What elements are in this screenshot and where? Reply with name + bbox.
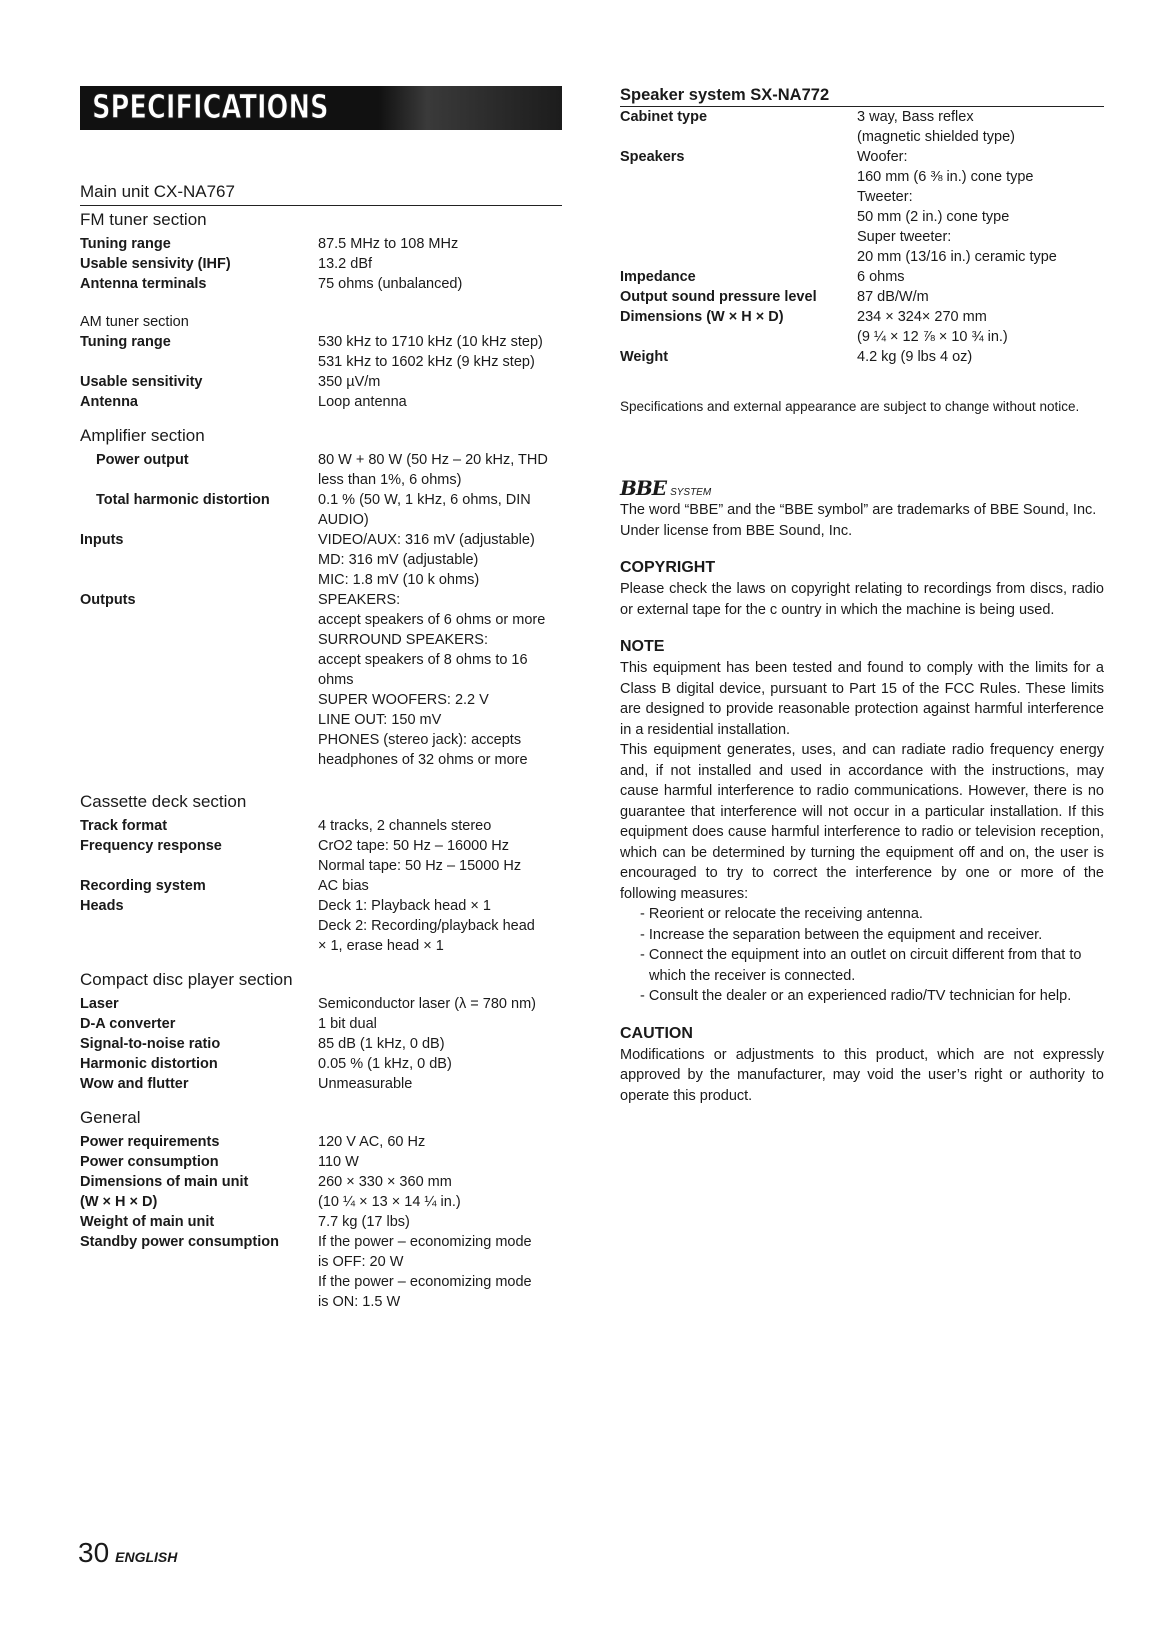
spec-key: Laser (80, 996, 119, 1012)
spec-row (80, 234, 562, 254)
bbe-logo (620, 476, 1104, 500)
spec-key: Speakers (620, 149, 685, 165)
measures-list (620, 904, 1104, 1007)
spec-value: 0.05 % (1 kHz, 0 dB) (318, 1056, 452, 1072)
spec-value: 530 kHz to 1710 kHz (10 kHz step) 531 kHz to 1602 kHz (9 kHz step) (318, 334, 543, 370)
spec-key: Tuning range (80, 236, 171, 252)
spec-row (80, 530, 562, 590)
spec-key: Antenna (80, 394, 138, 410)
spec-row (80, 450, 562, 490)
spec-value: Unmeasurable (318, 1076, 413, 1092)
spec-value: 85 dB (1 kHz, 0 dB) (318, 1036, 445, 1052)
spec-key: Outputs (80, 592, 136, 608)
spec-row (80, 392, 562, 412)
spec-row (80, 490, 562, 530)
spec-row (80, 836, 562, 876)
fm-section-title: FM tuner section (80, 210, 207, 229)
spec-key: Dimensions (W × H × D) (620, 309, 784, 325)
spec-row (80, 994, 562, 1014)
speaker-system-title: Speaker system SX-NA772 (620, 86, 1104, 107)
spec-row (80, 590, 562, 770)
general-section-title: General (80, 1108, 141, 1127)
banner-title: SPECIFICATIONS (92, 87, 329, 126)
spec-value: AC bias (318, 878, 369, 894)
spec-row (80, 1074, 562, 1094)
main-unit-title: Main unit CX-NA767 (80, 182, 562, 206)
am-section-title-row (80, 312, 562, 332)
spec-value: Deck 1: Playback head × 1 Deck 2: Recording/playback head × 1, erase head × 1 (318, 898, 535, 954)
general-spec-list (80, 1132, 562, 1312)
page-number: 30 (78, 1537, 110, 1568)
spec-value: 7.7 kg (17 lbs) (318, 1214, 410, 1230)
speaker-spec-list (620, 107, 1104, 367)
spec-value: 3 way, Bass reflex (magnetic shielded type) (857, 109, 1015, 145)
cd-section-title: Compact disc player section (80, 970, 293, 989)
spec-value: 87.5 MHz to 108 MHz (318, 236, 459, 252)
spec-row (620, 307, 1104, 347)
bbe-trademark-text: The word “BBE” and the “BBE symbol” are trademarks of BBE Sound, Inc. (620, 502, 1097, 518)
spec-key: Harmonic distortion (80, 1056, 218, 1072)
left-column (80, 86, 562, 1312)
spec-key: Total harmonic distortion (96, 492, 270, 508)
note-text-1: This equipment has been tested and found to comply with the limits for a Class B digital device, pursuant to Part 15 of the FCC Rules. These limits are designed to provide reasonable protection against harmful interference in a residential installation. (620, 660, 1104, 738)
spec-row (620, 267, 1104, 287)
spec-row (620, 347, 1104, 367)
spec-row (80, 1232, 562, 1312)
spec-key: Power consumption (80, 1154, 219, 1170)
am-spec-list (80, 332, 562, 412)
spec-key: Output sound pressure level (620, 289, 817, 305)
fm-spec-list (80, 234, 562, 294)
spec-key: Weight (620, 349, 669, 365)
spec-key: Dimensions of main unit (W × H × D) (80, 1174, 249, 1210)
bbe-logo-mark: BBE (620, 476, 667, 500)
list-item: - Reorient or relocate the receiving antenna. (640, 906, 923, 922)
spec-value: 87 dB/W/m (857, 289, 929, 305)
spec-value: 80 W + 80 W (50 Hz – 20 kHz, THD less than 1%, 6 ohms) (318, 452, 548, 488)
spec-row (80, 1132, 562, 1152)
spec-row (80, 876, 562, 896)
list-item: - Connect the equipment into an outlet on circuit different from that to which the receiver is connected. (640, 947, 1082, 984)
spec-key: Usable sensivity (IHF) (80, 256, 231, 272)
spec-value: SPEAKERS: accept speakers of 6 ohms or more SURROUND SPEAKERS: accept speakers of 8 ohms to 16 ohms SUPER WOOFERS: 2.2 V LINE OUT: 150 mV PHONES (stereo jack): accepts headphones of 32 ohms or more (318, 592, 546, 768)
spec-value: If the power – economizing mode is OFF: 20 W If the power – economizing mode is ON: 1.5 W (318, 1234, 532, 1310)
caution-heading: CAUTION (620, 1024, 693, 1042)
spec-value: 13.2 dBf (318, 256, 373, 272)
cassette-section-title: Cassette deck section (80, 792, 247, 811)
spec-key: Impedance (620, 269, 696, 285)
spec-row (80, 254, 562, 274)
cd-spec-list (80, 994, 562, 1094)
spec-value: 0.1 % (50 W, 1 kHz, 6 ohms, DIN AUDIO) (318, 492, 531, 528)
spec-value: CrO2 tape: 50 Hz – 16000 Hz Normal tape: 50 Hz – 15000 Hz (318, 838, 522, 874)
spec-row (80, 1014, 562, 1034)
spec-row (80, 1152, 562, 1172)
spec-value: Semiconductor laser (λ = 780 nm) (318, 996, 536, 1012)
spec-value: 1 bit dual (318, 1016, 377, 1032)
cassette-spec-list (80, 816, 562, 956)
spec-value: Loop antenna (318, 394, 407, 410)
note-text-2: This equipment generates, uses, and can radiate radio frequency energy and, if not installed and used in accordance with the instructions, may cause harmful interference to radio communications. However, there is no guarantee that interference will not occur in a particular installation. If this equipment does cause harmful interference to radio or television reception, which can be determined by turning the equipment off and on, the user is encouraged to try to correct the interference by one or more of the following measures: (620, 742, 1104, 902)
note-heading: NOTE (620, 638, 665, 655)
list-item: - Increase the separation between the equipment and receiver. (640, 926, 1043, 943)
spec-key: Track format (80, 818, 168, 834)
spec-key: Power output (96, 452, 189, 468)
am-section-title: AM tuner section (80, 314, 189, 330)
spec-key: Cabinet type (620, 109, 708, 125)
page-language: ENGLISH (115, 1549, 178, 1565)
spec-row (80, 274, 562, 294)
spec-value: 350 µV/m (318, 374, 381, 390)
spec-row (80, 896, 562, 956)
spec-key: Usable sensitivity (80, 374, 203, 390)
spec-value: 110 W (318, 1154, 359, 1170)
spec-key: Power requirements (80, 1134, 220, 1150)
spec-value: 4 tracks, 2 channels stereo (318, 818, 492, 834)
spec-value: 75 ohms (unbalanced) (318, 276, 463, 292)
bbe-license-text: Under license from BBE Sound, Inc. (620, 522, 853, 539)
specifications-notice: Specifications and external appearance are subject to change without notice. (620, 399, 1080, 414)
list-item: - Consult the dealer or an experienced radio/TV technician for help. (640, 988, 1072, 1004)
specifications-banner (80, 86, 562, 130)
amplifier-section-title: Amplifier section (80, 426, 205, 445)
spec-value: 234 × 324× 270 mm (9 ¼ × 12 ⅞ × 10 ¾ in.) (857, 309, 1008, 345)
spec-key: Standby power consumption (80, 1234, 279, 1250)
spec-key: Wow and flutter (80, 1076, 189, 1092)
spec-row (80, 1054, 562, 1074)
amplifier-spec-list (80, 450, 562, 770)
spec-row (80, 1034, 562, 1054)
spec-key: D-A converter (80, 1016, 176, 1032)
spec-row (620, 107, 1104, 147)
spec-key: Tuning range (80, 334, 171, 350)
caution-text: Modifications or adjustments to this product, which are not expressly approved by the manufacturer, may void the user’s right or authority to operate this product. (620, 1046, 1104, 1104)
spec-row (80, 816, 562, 836)
spec-value: VIDEO/AUX: 316 mV (adjustable) MD: 316 mV (adjustable) MIC: 1.8 mV (10 k ohms) (318, 532, 535, 588)
spec-key: Heads (80, 898, 124, 914)
spec-row (80, 1212, 562, 1232)
right-column (620, 86, 1104, 1106)
spec-value: 6 ohms (857, 269, 905, 285)
spec-value: 4.2 kg (9 lbs 4 oz) (857, 349, 973, 365)
spec-key: Signal-to-noise ratio (80, 1036, 221, 1052)
spec-key: Weight of main unit (80, 1214, 215, 1230)
copyright-heading: COPYRIGHT (620, 559, 716, 576)
spec-key: Recording system (80, 878, 206, 894)
bbe-logo-subtitle: SYSTEM (670, 487, 712, 498)
spec-value: 260 × 330 × 360 mm (10 ¼ × 13 × 14 ¼ in.) (318, 1174, 461, 1210)
spec-row (80, 332, 562, 372)
spec-row (620, 287, 1104, 307)
copyright-text: Please check the laws on copyright relating to recordings from discs, radio or external tape for the c ountry in which the machine is being used. (620, 581, 1104, 618)
spec-value: 120 V AC, 60 Hz (318, 1134, 426, 1150)
spec-row (620, 147, 1104, 267)
spec-row (80, 1172, 562, 1212)
spec-row (80, 372, 562, 392)
spec-value: Woofer: 160 mm (6 ⅜ in.) cone type Tweeter: 50 mm (2 in.) cone type Super tweeter: 20 mm (13/16 in.) ceramic type (857, 149, 1057, 265)
spec-key: Frequency response (80, 838, 222, 854)
page-footer (78, 1537, 177, 1569)
spec-key: Antenna terminals (80, 276, 207, 292)
spec-key: Inputs (80, 532, 124, 548)
